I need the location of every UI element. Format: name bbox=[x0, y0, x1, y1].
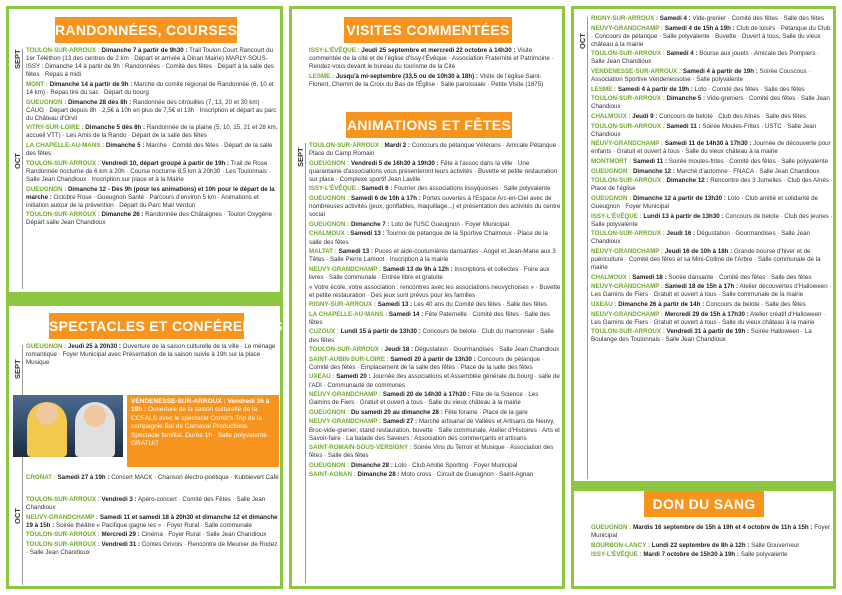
event-rest: Vide-greniers · Comité des fêtes · Salle Jean Chandioux bbox=[591, 95, 830, 111]
event-rest: Concours de belote · Club des jeunes · Salle polyvalente bbox=[591, 212, 833, 228]
event-place: ISSY-L'ÉVÊQUE : bbox=[591, 212, 642, 220]
event-rest: Portes ouvertes à l'Espace Arc-en-Ciel avec de nombreuses activités (jeux, gonflables, maquillage...) et présentation des activités du centre social bbox=[309, 195, 561, 219]
event-date: Mercredi 29 : bbox=[101, 531, 140, 539]
event-entry bbox=[26, 211, 279, 227]
event-place: NEUVY-GRANDCHAMP : bbox=[26, 513, 99, 521]
month-divider bbox=[305, 143, 306, 583]
event-entry bbox=[26, 160, 279, 184]
event-rest: Cinéma · Foyer Rural · Salle Jean Chandioux bbox=[141, 531, 267, 539]
event-entry bbox=[591, 86, 833, 94]
event-place: MONT : bbox=[26, 80, 48, 88]
month-label-oct-animations: OCT bbox=[578, 33, 587, 49]
event-date: Dimanche 26 à partir de 14h : bbox=[618, 301, 705, 308]
event-place: GUEUGNON : bbox=[591, 524, 632, 531]
event-entry bbox=[591, 551, 833, 559]
event-date: Dimanche 7 : bbox=[350, 220, 390, 228]
event-entry bbox=[309, 301, 561, 309]
event-place: GUEUGNON : bbox=[309, 195, 350, 203]
event-entry bbox=[591, 301, 833, 309]
event-date: Lundi 15 à partir de 13h30 : bbox=[340, 328, 421, 336]
event-entry bbox=[309, 160, 561, 184]
event-rest: Loto · Comité des fêtes · Salle des fêtes bbox=[694, 85, 805, 93]
event-date: Mardi 2 : bbox=[384, 142, 410, 149]
event-entry bbox=[309, 373, 561, 389]
month-divider bbox=[587, 17, 588, 479]
event-place: NEUVY-GRANDCHAMP : bbox=[309, 418, 382, 426]
event-rest: Journée de découverte pour enfants · Gratuit et ouvert à tous · Salle du vieux château à la mairie bbox=[591, 140, 831, 156]
event-entry bbox=[591, 168, 833, 176]
event-date: Vendredi 31 : bbox=[101, 540, 141, 548]
event-date: Dimanche 5 dès 8h : bbox=[85, 124, 146, 132]
event-place: BOURBON-LANCY : bbox=[591, 541, 651, 549]
event-entry bbox=[591, 177, 833, 193]
event-place: UXEAU : bbox=[309, 373, 335, 381]
event-rest: Bourse aux jouets · Amicale des Pompiers · Salle Jean Chandioux bbox=[591, 50, 820, 66]
event-entry bbox=[591, 50, 833, 66]
event-date: Vendredi 3 : bbox=[101, 496, 137, 503]
event-rest: Randonnée de la plaine (5, 10, 15, 21 et 28 km, accueil VTT) · Les Amis de la Rando · Départ de la salle des fêtes bbox=[26, 124, 278, 140]
event-date: Dimanche 7 à partir de 9h30 : bbox=[101, 47, 188, 54]
event-entry bbox=[309, 409, 561, 417]
event-date: Dimanche 12 à partir de 13h30 : bbox=[632, 194, 726, 202]
event-entry bbox=[309, 418, 561, 442]
event-date: Dimanche 28 dès 8h : bbox=[67, 98, 132, 106]
event-place: NEUVY-GRANDCHAMP : bbox=[591, 247, 664, 255]
event-place: GUEUGNON : bbox=[309, 408, 350, 416]
event-rest: Club de loisirs · Pétanque du Club · Concours de pétanque · Salle polyvalente · Buvette · Ouvert à tous, Salle du vieux château à la mairie bbox=[591, 24, 831, 48]
event-rest: Vide-grenier · Comité des fêtes · Salle des fêtes bbox=[692, 15, 825, 22]
event-place: RIGNY-SUR-ARROUX : bbox=[591, 15, 659, 22]
event-entry bbox=[591, 158, 833, 166]
event-rest: Soirée théâtre « Pacifique·gagne les » · Foyer Rural · Salle communale bbox=[55, 521, 252, 529]
event-rest: Marche du comité régional de Randonnée (6, 10 et 14 km) · Repas tiré du sac · Départ du bourg bbox=[26, 80, 274, 96]
event-rest: Visite de l'église Saint-Florent, Chemin de la Croix du Bas de l'Église · Salle paroissiale · Petite Visite (1675) bbox=[309, 72, 544, 88]
event-place: LA CHAPELLE-AU-MANS : bbox=[26, 142, 105, 150]
event-entry bbox=[591, 68, 833, 84]
event-entry bbox=[309, 391, 561, 407]
event-rest: Soirée moules-frites · Comité des fêtes · Salle polyvalente bbox=[668, 158, 828, 165]
event-place: MALTAT : bbox=[309, 248, 337, 256]
event-place: TOULON-SUR-ARROUX : bbox=[591, 328, 665, 336]
event-rest: Visite commentée de la cité et de l'église d'Issy-l'Évêque · Association Fraternité et Patrimoine · Rendez-vous devant le bureau du tourisme de la Cité bbox=[309, 47, 554, 71]
event-rest: Ouverture de la saison culturelle de la ville · Le ménage romantique · Foyer Municipal avec Présentation de la saison suivie à 19h sur la place · Musique bbox=[26, 343, 276, 367]
event-rest: Loto · Club Amitié Sporting · Foyer Municipal bbox=[394, 461, 518, 469]
event-place: NEUVY-GRANDCHAMP : bbox=[309, 391, 382, 399]
event-date: Du samedi 20 au dimanche 28 : bbox=[350, 408, 443, 416]
event-place: NEUVY-GRANDCHAMP : bbox=[591, 24, 664, 32]
section-title-spectacles: SPECTACLES ET CONFÉRENCES bbox=[49, 313, 244, 339]
event-date: Samedi 11 : bbox=[666, 122, 701, 130]
event-entry bbox=[591, 95, 833, 111]
event-entry bbox=[309, 47, 561, 71]
event-date: Lundi 13 à partir de 13h30 : bbox=[643, 212, 724, 220]
event-place: GUEUGNON : bbox=[26, 185, 67, 193]
event-entry bbox=[591, 542, 833, 550]
event-rest: Concours de belote · Club des Aînés · Salle des fêtes bbox=[659, 113, 806, 121]
event-rest: Tournoi de pétanque de la Sportive Chalmoux · Place de la salle des fêtes bbox=[309, 230, 548, 246]
event-rest: Concours de belote · Club du marronnier · Salle des fêtes bbox=[309, 328, 554, 344]
event-rest: Trail de Rose · Randonnée nocturne de 6 km à 20h · Course nocturne 8,5 km à 20h30 · Les Toulonnais · Salle Jean Chandioux · Inscription sur place et à la Mairie bbox=[26, 159, 272, 183]
event-rest: Puces et aide-coutumières dansantes · Angel et Jean-Marie aux 3 Têtes · Salle Pierre Lamoot · Inscription à la mairie bbox=[309, 248, 556, 264]
event-entry bbox=[591, 25, 833, 49]
highlight-event bbox=[127, 395, 279, 467]
event-place: CUZOUX : bbox=[309, 328, 339, 336]
event-entry bbox=[26, 496, 279, 512]
event-entry bbox=[26, 541, 279, 557]
event-place: TOULON-SUR-ARROUX : bbox=[309, 346, 383, 354]
event-entry bbox=[309, 311, 561, 327]
month-label-sept-spectacles: SEPT bbox=[13, 359, 22, 379]
event-entry bbox=[591, 123, 833, 139]
event-date: Vendredi 26 à 19h : bbox=[131, 398, 270, 414]
event-place: ISSY-L'ÉVÊQUE : bbox=[309, 185, 360, 193]
event-entry bbox=[591, 213, 833, 229]
event-date: Samedi 11 de 14h30 à 17h30 : bbox=[664, 140, 752, 148]
visites-entries bbox=[309, 47, 561, 90]
event-place: MONTMORT : bbox=[591, 158, 632, 165]
event-rest: Concert MACK · Chanson électro-poétique · Kubbievert Café bbox=[111, 474, 279, 481]
event-date: Jeudi 16 : bbox=[666, 230, 696, 238]
section-title-don: DON DU SANG bbox=[644, 491, 764, 517]
event-date: Samedi 18 de 15h à 17h : bbox=[664, 283, 739, 291]
event-entry bbox=[591, 328, 833, 344]
event-entry bbox=[309, 266, 561, 282]
event-date: Vendredi 31 à partir de 19h : bbox=[666, 328, 750, 336]
event-rest: Apéro-concert · Comité des Fêtes · Salle Jean Chandioux bbox=[26, 496, 266, 512]
event-rest: Soirée dansante · Comité des fêtes · Salle des fêtes bbox=[668, 273, 812, 281]
event-rest: Salle Gouverneur bbox=[751, 541, 800, 549]
event-place: TOULON-SUR-ARROUX : bbox=[26, 211, 100, 219]
event-entry bbox=[26, 99, 279, 123]
event-entry bbox=[26, 142, 279, 158]
event-place: SAINT-ROMAIN-SOUS-VERSIGNY : bbox=[309, 444, 412, 452]
event-place: LESME : bbox=[591, 85, 617, 93]
event-entry bbox=[591, 140, 833, 156]
event-rest: Inscriptions et collectes · Foire aux livres · Salle communale · Entrée libre et gratuite bbox=[309, 265, 550, 281]
section-separator bbox=[574, 481, 833, 491]
event-place: LESME : bbox=[309, 72, 335, 80]
event-date: Jeudi 16 de 10h à 18h : bbox=[664, 247, 733, 255]
event-rest: Ouverture de la saison culturelle de la CCEALS avec le spectacle Comic's Trip de la compagnie Bal de Carnaval Productions · Spectacle familial. Durée 1h · Salle polyvalente · GRATUIT bbox=[131, 406, 271, 448]
event-place: GUEUGNON : bbox=[309, 220, 350, 228]
event-entry bbox=[309, 346, 561, 354]
event-place: VITRY-SUR-LOIRE : bbox=[26, 124, 84, 132]
event-entry bbox=[309, 73, 561, 89]
event-entry bbox=[309, 462, 561, 470]
spectacles-entries-sept bbox=[26, 343, 279, 369]
month-divider bbox=[22, 345, 23, 585]
event-rest: Randonnée des citrouilles (7, 13, 20 et 30 km) · CAUG · Départ depuis 8h · 2,5€ à 10h en plus de 7,5€ et 13h · Inscription et départ au parc du Château d'Orvil bbox=[26, 98, 277, 122]
event-entry bbox=[309, 221, 561, 229]
event-rest: Atelier créatif d'Halloween · Les Gamins de Fiers · Gratuit et ouvert à tous · Salle du vieux château à la mairie bbox=[591, 310, 826, 326]
event-rest: « Votre école, votre association : rencontres avec les associations neuvychoises » · Buvette et petite restauration · Des jeux sont prévus pour les familles bbox=[309, 283, 561, 299]
event-date: Samedi 20 de 14h30 à 17h30 : bbox=[382, 391, 470, 399]
animations-entries bbox=[309, 142, 561, 481]
column-left bbox=[6, 6, 283, 589]
event-place: GUEUGNON : bbox=[309, 159, 350, 167]
event-place: TOULON-SUR-ARROUX : bbox=[26, 159, 100, 167]
event-entry bbox=[309, 248, 561, 264]
event-place: GUEUGNON : bbox=[591, 194, 632, 202]
event-rest: Trail Toulon Court Rancourt du 1er Téléthon (13 des centres de 2 km · Départ et arrivée à Dinan Mairie) MARLY-SOUS-ISSY : Dimanche 14 à partir de 9h : Randonnées · Comité des fêtes · Départ à la salle des fêtes · Repas à midi bbox=[26, 47, 274, 79]
event-place: TOULON-SUR-ARROUX : bbox=[591, 50, 665, 58]
event-date: Samedi 27 à 19h : bbox=[57, 474, 110, 481]
event-entry bbox=[591, 283, 833, 299]
column-middle bbox=[289, 6, 565, 589]
event-rest: Marché d'automne · FNACA · Salle Jean Chandioux bbox=[676, 167, 820, 175]
section-title-animations: ANIMATIONS ET FÊTES bbox=[346, 112, 512, 138]
section-separator bbox=[9, 292, 280, 306]
event-entry bbox=[591, 248, 833, 272]
event-place: TOULON-SUR-ARROUX : bbox=[26, 496, 100, 503]
event-place: GUEUGNON : bbox=[26, 343, 67, 350]
month-label-sept-animations: SEPT bbox=[296, 147, 305, 167]
event-rest: Marche · Comité des fêtes · Départ de la salle des fêtes bbox=[26, 142, 273, 158]
event-entry bbox=[591, 524, 833, 540]
event-date: Samedi 11 : bbox=[632, 158, 668, 165]
event-entry bbox=[26, 81, 279, 97]
event-entry bbox=[26, 124, 279, 140]
event-rest: Fourrier des associations lissyquoises · Salle polyvalente bbox=[394, 185, 551, 193]
event-date: Dimanche 12 - Dès 9h (pour les animations) et 10h pour le départ de la marche : bbox=[26, 185, 275, 201]
event-date: Mardis 16 septembre de 15h à 19h et 4 octobre de 11h à 15h : bbox=[632, 524, 813, 531]
event-date: Samedi 4 : bbox=[659, 15, 691, 22]
section-title-randonnees: RANDONNÉES, COURSES bbox=[55, 17, 237, 43]
event-date: Dimanche 14 à partir de 9h : bbox=[49, 80, 133, 88]
event-date: Jeudi 9 : bbox=[632, 113, 658, 121]
event-date: Samedi 20 : bbox=[336, 373, 371, 381]
event-entry bbox=[309, 185, 561, 193]
event-rest: Concours de belote · Salle des fêtes bbox=[705, 301, 806, 308]
event-place: NEUVY-GRANDCHAMP : bbox=[591, 283, 664, 291]
event-date: Samedi 13 de 9h à 12h : bbox=[382, 265, 453, 273]
event-rest: Randonnée des Châtaignes · Toulon Oxygène · Départ salle Jean Chandioux bbox=[26, 211, 276, 227]
event-place: ISSY-L'ÉVÊQUE : bbox=[309, 47, 360, 54]
event-rest: Soirée Moules-Frites · USTC · Salle Jean Chandioux bbox=[591, 122, 817, 138]
event-place: TOULON-SUR-ARROUX : bbox=[26, 540, 100, 548]
event-date: Dimanche 12 : bbox=[632, 167, 675, 175]
event-date: Jeudi 25 septembre et mercredi 22 octobre à 14h30 : bbox=[361, 47, 516, 54]
event-rest: Dégustation · Gourmandises · Salle Jean Chandioux bbox=[414, 346, 560, 354]
event-date: Samedi 18 : bbox=[632, 273, 667, 281]
event-place: SAINT-AUBIN-SUR-LOIRE : bbox=[309, 355, 389, 363]
month-label-oct: OCT bbox=[13, 153, 22, 169]
event-place: SAINT-AGNAN : bbox=[309, 471, 356, 479]
event-date: Samedi 20 à partir de 13h30 : bbox=[390, 355, 476, 363]
event-date: Dimanche 5 : bbox=[666, 95, 706, 103]
event-place: TOULON-SUR-ARROUX : bbox=[591, 95, 665, 103]
event-date: Dimanche 28 : bbox=[357, 471, 400, 479]
month-label-oct-spectacles: OCT bbox=[13, 508, 22, 524]
event-entry bbox=[26, 474, 279, 482]
event-rest: Moto cross · Circuit de Gueugnon · Saint-Agnan bbox=[401, 471, 534, 479]
event-place: CHALMOUX : bbox=[309, 230, 349, 238]
event-date: Samedi 4 : bbox=[666, 50, 698, 58]
event-entry bbox=[309, 142, 561, 158]
event-rest: Octobre Rose · Gueugnon Santé · Parcours d'environ 5 km · Animations et initiation autour de la prévention · Départ du Parc Mail Verdun bbox=[26, 193, 259, 209]
event-entry bbox=[591, 230, 833, 246]
event-date: Dimanche 26 : bbox=[101, 211, 144, 219]
event-entry bbox=[309, 284, 561, 300]
event-rest: Loto · Club amitié et solidarité de Gueugnon · Foyer Municipal bbox=[591, 194, 818, 210]
event-entry bbox=[26, 47, 279, 79]
event-place: TOULON-SUR-ARROUX : bbox=[26, 531, 100, 539]
event-place: TOULON-SUR-ARROUX : bbox=[26, 47, 100, 54]
event-place: VENDENESSE-SUR-ARROUX : bbox=[131, 398, 226, 405]
event-entry bbox=[26, 186, 279, 210]
event-date: Dimanche 12 : bbox=[666, 177, 709, 185]
event-date: Vendredi 10, départ groupé à partir de 19h : bbox=[101, 159, 230, 167]
event-entry bbox=[591, 274, 833, 282]
event-entry bbox=[309, 230, 561, 246]
event-place: NEUVY-GRANDCHAMP : bbox=[309, 265, 382, 273]
event-entry bbox=[309, 356, 561, 372]
event-rest: Fête à l'assoc dans la ville · Une quarantaine d'associations vous présenteront leurs activités · Buvette et petite restauration sur place · Complexe sportif Jean Laville bbox=[309, 159, 558, 183]
event-rest: Loto de l'USC Gueugnon · Foyer Municipal bbox=[391, 220, 509, 228]
event-rest: Fête Paternelle · Comité des fêtes · Salle des fêtes bbox=[309, 310, 550, 326]
event-rest: Fête de la Science · Les Gamins de Fiers · Gratuit et ouvert à tous · Salle du vieux château à la mairie bbox=[309, 391, 539, 407]
event-rest: Atelier découvertes d'Halloween · Les Gamins de Fiers · Gratuit et ouvert à tous · Salle communale de la mairie bbox=[591, 283, 832, 299]
event-rest: Soirée Couscous · Association Sportive Vendenessoise · Salle polyvalente bbox=[591, 68, 811, 84]
event-date: Jusqu'à mi-septembre (33,5 ou de 10h30 à 18h) : bbox=[335, 72, 478, 80]
event-entry bbox=[309, 444, 561, 460]
event-place: ISSY-L'ÉVÊQUE : bbox=[591, 551, 642, 559]
event-entry bbox=[591, 195, 833, 211]
event-place: GUEUGNON : bbox=[26, 98, 67, 106]
event-entry bbox=[309, 471, 561, 479]
spectacles-entries-oct bbox=[26, 496, 279, 559]
event-entry bbox=[26, 514, 279, 530]
event-place: TOULON-SUR-ARROUX : bbox=[591, 177, 665, 185]
event-entry bbox=[591, 15, 833, 23]
event-place: TOULON-SUR-ARROUX : bbox=[591, 230, 665, 238]
event-date: Jeudi 25 à 20h30 : bbox=[67, 343, 121, 350]
event-rest: Concours de pétanque Vétérans · Amicale Pétanque · Place du Camp Romain bbox=[309, 142, 560, 158]
event-place: UXEAU : bbox=[591, 301, 617, 308]
event-rest: Grande bourse d'hiver et de puériculture · Comité des fêtes et sa Mini-Colline de l'Arbre · Salle communale de la mairie bbox=[591, 247, 821, 272]
spectacles-entries-sept2 bbox=[26, 474, 279, 484]
event-rest: Soirée Halloween · La Boulange des Toulonnais · Salle Jean Chandioux bbox=[591, 328, 812, 344]
event-rest: Fête foraine · Place de la gare bbox=[444, 408, 528, 416]
event-place: VENDENESSE-SUR-ARROUX : bbox=[591, 68, 682, 76]
month-divider bbox=[22, 49, 23, 289]
event-date: Samedi 13 : bbox=[338, 248, 373, 256]
event-entry bbox=[309, 195, 561, 219]
column-right bbox=[571, 6, 836, 589]
event-rest: Les 40 ans du Comité des fêtes · Salle des fêtes bbox=[413, 301, 548, 309]
event-rest: Concours de pétanque · Comité des fêtes · Emplacement de la salle des fêtes · Place de la salle des fêtes bbox=[309, 355, 544, 371]
event-date: Samedi 14 : bbox=[388, 310, 424, 318]
event-date: Vendredi 5 de 16h30 à 19h30 : bbox=[350, 159, 439, 167]
event-place: RIGNY-SUR-ARROUX : bbox=[309, 301, 377, 309]
event-rest: Soirée Vins du Terroir et Musique · Association des fêtes · Salle des fêtes bbox=[309, 444, 554, 460]
event-date: Jeudi 18 : bbox=[384, 346, 414, 354]
event-date: Samedi 4 à partir de 19h : bbox=[617, 85, 693, 93]
event-entry bbox=[309, 328, 561, 344]
event-date: Samedi 11 et samedi 18 à 20h30 et dimanche 12 et dimanche 19 à 15h : bbox=[26, 513, 278, 529]
event-entry bbox=[26, 343, 279, 367]
event-place: GUEUGNON : bbox=[591, 167, 632, 175]
event-entry bbox=[591, 311, 833, 327]
event-rest: Journée des associations et Assemblée générale du bourg · salle de l'ADI · Communauté de communes bbox=[309, 373, 560, 389]
section-title-visites: VISITES COMMENTÉES bbox=[344, 17, 512, 43]
event-place: NEUVY-GRANDCHAMP : bbox=[591, 310, 664, 318]
randonnees-entries bbox=[26, 47, 279, 229]
event-place: GUEUGNON : bbox=[309, 461, 350, 469]
event-date: Samedi 4 à partir de 19h : bbox=[682, 68, 758, 76]
event-place: TOULON-SUR-ARROUX : bbox=[309, 142, 383, 149]
event-date: Samedi 13 : bbox=[377, 301, 413, 309]
event-date: Dimanche 5 : bbox=[105, 142, 145, 150]
event-place: CHALMOUX : bbox=[591, 113, 631, 121]
event-rest: Foyer Municipal bbox=[591, 524, 831, 540]
event-place: NEUVY-GRANDCHAMP : bbox=[591, 140, 664, 148]
event-date: Samedi 6 de 10h à 17h : bbox=[350, 195, 421, 203]
event-rest: Dégustation · Gourmandises · Salle Jean Chandioux bbox=[591, 230, 810, 246]
event-date: Samedi 27 : bbox=[382, 418, 418, 426]
event-date: Samedi 6 : bbox=[361, 185, 393, 193]
event-date: Mercredi 29 de 15h à 17h30 : bbox=[664, 310, 749, 318]
event-entry bbox=[26, 531, 279, 539]
event-place: CHALMOUX : bbox=[591, 273, 631, 281]
event-date: Mardi 7 octobre de 15h30 à 19h : bbox=[643, 551, 739, 559]
event-rest: Salle polyvalente bbox=[740, 551, 788, 559]
event-rest: Marché artisanal de Vallées et Artisans de Neuvy, Broc-vide-grenier, stand restauration, buvette · Salle communale, Atelier d'Histoires · Arts et Savoir-faire · La balade des Saveurs : Association des commerçants et artisans bbox=[309, 418, 560, 442]
event-date: Dimanche 28 : bbox=[350, 461, 393, 469]
month-label-sept: SEPT bbox=[13, 49, 22, 69]
animations-entries-continued bbox=[591, 15, 833, 346]
don-entries bbox=[591, 524, 833, 561]
event-place: LA CHAPELLE-AU-MANS : bbox=[309, 310, 388, 318]
event-place: CRONAT : bbox=[26, 474, 56, 481]
event-rest: Rencontre des 3 Jumelles · Club des Aînés · Place de l'église bbox=[591, 177, 833, 193]
event-entry bbox=[591, 113, 833, 121]
event-date: Lundi 22 septembre de 8h à 12h : bbox=[651, 541, 750, 549]
event-photo bbox=[13, 395, 123, 457]
event-date: Samedi 13 : bbox=[350, 230, 385, 238]
event-date: Samedi 4 de 15h à 19h : bbox=[664, 24, 735, 32]
event-rest: Contes Grivois · Rencontre de Meunier de Rodez · Salle Jean Chandioux bbox=[26, 540, 278, 557]
event-place: TOULON-SUR-ARROUX : bbox=[591, 122, 665, 130]
